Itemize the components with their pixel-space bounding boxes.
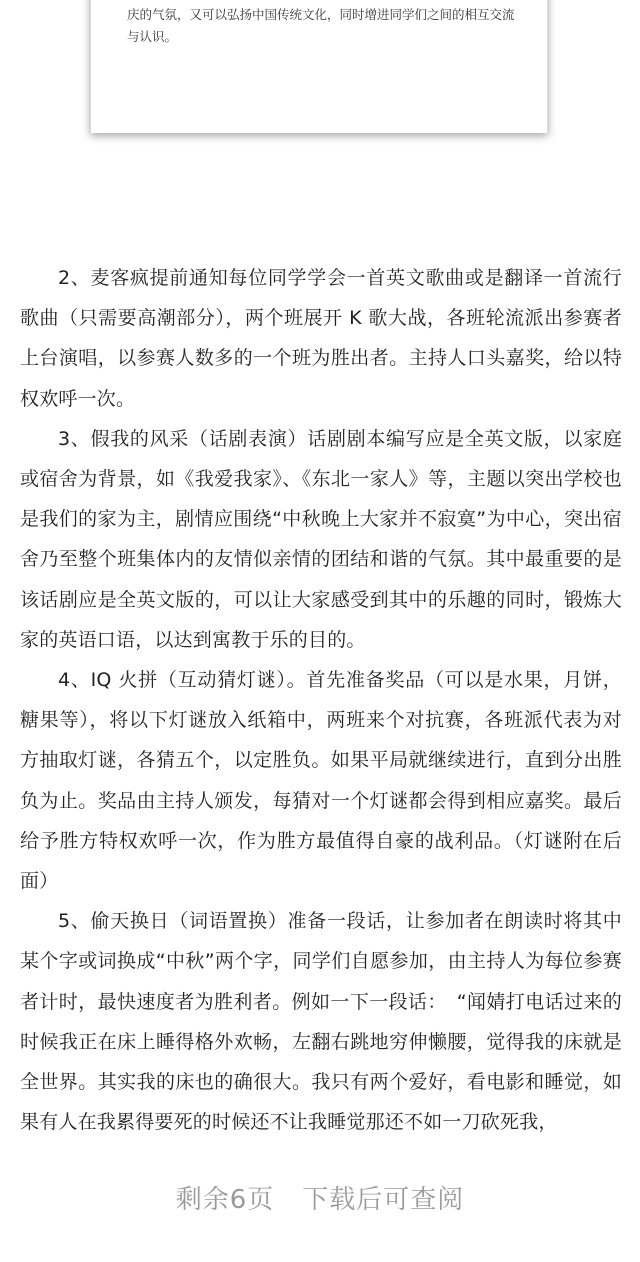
document-page-preview [90, 0, 548, 133]
remaining-pages-label: 剩余6页 [175, 1185, 275, 1215]
paragraph-item-2: 2、麦客疯提前通知每位同学学会一首英文歌曲或是翻译一首流行歌曲（只需要高潮部分），两个班展开 K 歌大战，各班轮流派出参赛者上台演唱，以参赛人数多的一个班为胜出者。主持人口头嘉奖，给以特权欢呼一次。 [20, 267, 622, 410]
download-to-read-label: 下载后可查阅 [302, 1185, 465, 1215]
paragraph-item-5: 5、偷天换日（词语置换）准备一段话，让参加者在朗读时将其中某个字或词换成“中秋”两个字，同学们自愿参加，由主持人为每位参赛者计时，最快速度者为胜利者。例如一下一段话： “闻婧打电话过来的时候我正在床上睡得格外欢畅，左翻右跳地穷伸懒腰，觉得我的床就是全世界。其实我的床也的确很大。我只有两个爱好，看电影和睡觉，如果有人在我累得要死的时候还不让我睡觉那还不如一刀砍死我， [20, 910, 622, 1134]
page-preview-text: 庆的气氛，又可以弘扬中国传统文化，同时增进同学们之间的相互交流与认识。 [127, 7, 515, 44]
paragraph-item-3: 3、假我的风采（话剧表演）话剧剧本编写应是全英文版，以家庭或宿舍为背景，如《我爱我家》、《东北一家人》等，主题以突出学校也是我们的家为主，剧情应围绕“中秋晚上大家并不寂寞”为中心，突出宿舍乃至整个班集体内的友情似亲情的团结和谐的气氛。其中最重要的是该话剧应是全英文版的，可以让大家感受到其中的乐趣的同时，锻炼大家的英语口语，以达到寓教于乐的目的。 [20, 427, 622, 651]
document-body [20, 258, 622, 1142]
paragraph-item-4: 4、IQ 火拼（互动猜灯谜）。首先准备奖品（可以是水果，月饼，糖果等），将以下灯谜放入纸箱中，两班来个对抗赛，各班派代表为对方抽取灯谜，各猜五个，以定胜负。如果平局就继续进行，直到分出胜负为止。奖品由主持人颁发，每猜对一个灯谜都会得到相应嘉奖。最后给予胜方特权欢呼一次，作为胜方最值得自豪的战利品。（灯谜附在后面） [20, 669, 622, 893]
read-more-button[interactable] [0, 1170, 640, 1230]
